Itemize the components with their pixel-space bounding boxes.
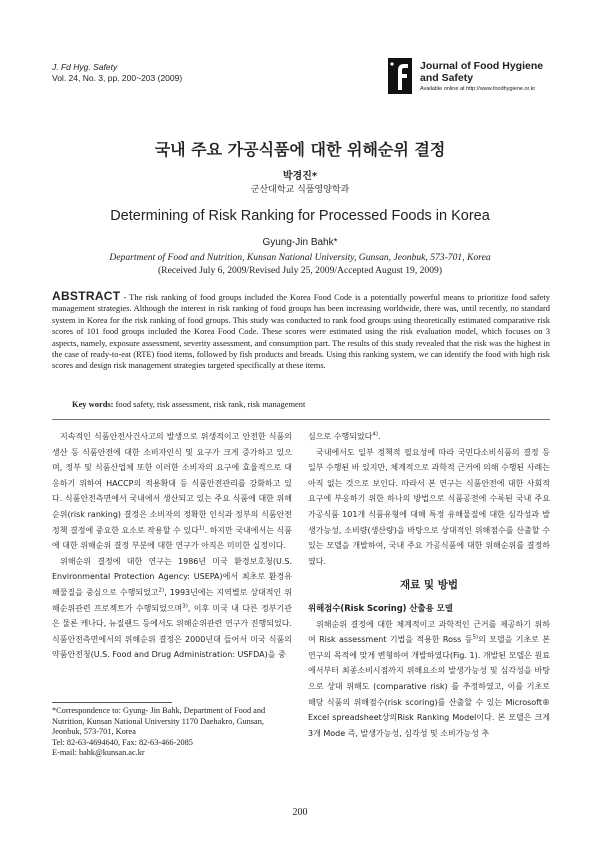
paragraph: 국내에서도 일부 정책적 필요성에 따라 국민다소비식품의 결정 등 일부 수행된 바 있지만, 체계적으로 과학적 근거에 의해 수행된 사례는 아직 없는 것으로 보인다. 따라서 본 연구는 식품안전에 대한 사회적 요구에 부응하기 위한 하나의 방법으로 식품공전에 수록된 국내 주요 가공식품 101개 식품유형에 대해 특정 유해물질에 대한 심각성과 발생가능성, 소비량(생산량)을 바탕으로 상대적인 위해점수를 산출할 수 있는 모델을 개발하여, 국내 주요 가공식품에 대한 위해순위를 결정하였다.	[308, 447, 550, 566]
abstract	[52, 291, 550, 372]
body-column-left	[52, 429, 292, 663]
correspondence-footnote: *Correspondence to: Gyung- Jin Bahk, Department of Food and Nutrition, Kunsan National University 1170 Daehakro, Gunsan, Jeonbuk, 573-701, Korea Tel: 82-63-4694640, Fax: 82-63-466-2085 E-mail: bahk@kunsan.ac.kr	[52, 706, 266, 758]
paragraph: 위해순위 결정에 대한 연구는 1986년 미국 환경보호청(U.S. Environmental Protection Agency: USEPA)에서 최초로 환경유해물질을 중심으로 수행되었고$^{2)}$, 1993년에는 지역별로 상대적인 위해순위관련 프로젝트가 수행되었으며$^{3)}$, 이후 미국 내 다른 정부기관은 물론 캐나다, 뉴질랜드 등에서도 위해순위관련 연구가 진행되었다. 식품안전측면에서의 위해순위 결정은 2000년대 들어서 미국 식품의약품안전청(U.S. Food and Drug Administration: USFDA)을 중	[52, 556, 293, 660]
section-heading: 재료 및 방법	[399, 579, 459, 592]
subsection-heading: 위해점수(Risk Scoring) 산출용 모델	[308, 602, 453, 613]
logo-title: Journal of Food Hygiene and Safety	[420, 60, 544, 84]
title-korean: 국내 주요 가공식품에 대한 위해순위 결정	[154, 140, 446, 159]
author-korean: 박경진*	[282, 171, 318, 182]
abstract-label: ABSTRACT	[52, 289, 121, 303]
affiliation-korean: 군산대학교 식품영양학과	[250, 185, 350, 195]
journal-logo-icon	[388, 58, 416, 98]
affiliation-english: Department of Food and Nutrition, Kunsan National University, Gunsan, Jeonbuk, 573-701, Korea	[109, 252, 491, 263]
journal-citation	[52, 62, 182, 84]
footnote-divider	[52, 702, 172, 703]
received-dates: (Received July 6, 2009/Revised July 25, 2009/Accepted August 19, 2009)	[157, 265, 443, 276]
author-english: Gyung-Jin Bahk*	[262, 237, 338, 248]
journal-abbrev: J. Fd Hyg. Safety	[52, 62, 118, 72]
journal-logo	[388, 58, 554, 106]
paragraph: 위해순위 결정에 대한 체계적이고 과학적인 근거를 제공하기 위하여 Risk assessment 기법을 적용한 Ross 등$^{5)}$의 모델을 기초로 본 연구의 목적에 맞게 변형하여 개발하였다(Fig. 1). 개발된 모델은 원료에서부터 최종소비시점까지 위해요소의 발생가능성 및 심각성을 바탕으로 상대 위해도 (comparative risk) 를 추정하였고, 이를 기초로 해당 식품의 위해점수(risk scoring)를 산출할 수 있는 Microsoft® Excel spreadsheet상의Risk Ranking Model이다. 본 모델은 크게 3개 Mode 즉, 발생가능성, 심각성 및 소비가능성 추	[308, 619, 551, 738]
logo-url: Available online at http://www.foodhygiene.or.kr	[420, 86, 536, 92]
page-number: 200	[292, 807, 308, 818]
paragraph: 지속적인 식품안전사건사고의 발생으로 위생적이고 안전한 식품의 생산 등 식품안전에 대한 소비자인식 및 요구가 크게 증가하고 있으며, 정부 및 식품산업체 또한 이러한 소비자의 요구에 효율적으로 대응하기 위하여 HACCP의 적용확대 등 식품안전관리를 강화하고 있다. 식품안전측면에서 국내에서 생산되고 있는 주요 식품에 대한 위해순위(risk ranking) 결정은 소비자의 정확한 인식과 정부의 식품안전정책 결정에 중요한 요소로 작용할 수 있다$^{1)}$. 하지만 국내에서는 식품에 대한 위해순위 결정 부분에 대한 연구가 아직은 미미한 실정이다.	[52, 432, 293, 551]
keywords	[72, 399, 305, 409]
keywords-label: Key words:	[72, 399, 114, 409]
paragraph: 심으로 수행되었다$^{4)}$.	[308, 431, 381, 441]
divider	[52, 419, 550, 420]
abstract-text: - The risk ranking of food groups included the Korea Food Code is a potentially powerful means to prioritize food safety management strategies. Although the interest in risk ranking of food groups has been increasing worldwide, there was, until recently, no standard system in Korea for the risk ranking of food groups. This study was conducted to rank food groups using theoretically estimated comparative risk scores of 101 food groups included the Korea Food Code. These scores were estimated using the risk evaluation model, which focuses on 3 aspects, namely, exposure assessment, severity assessment, and consumption part. The results of this study revealed that the risk was the highest in the case of ready-to-eat (RTE) food items, followed by fish products and breads. Using this ranking system, we can identify the food with high risk scores and design risk management strategies targeted specifically at these items.	[52, 292, 551, 371]
body-column-right	[308, 429, 550, 741]
title-english: Determining of Risk Ranking for Processed Foods in Korea	[110, 208, 490, 224]
keywords-text: food safety, risk assessment, risk rank, risk management	[113, 399, 306, 409]
volume-line: Vol. 24, No. 3, pp. 200~203 (2009)	[52, 73, 183, 83]
